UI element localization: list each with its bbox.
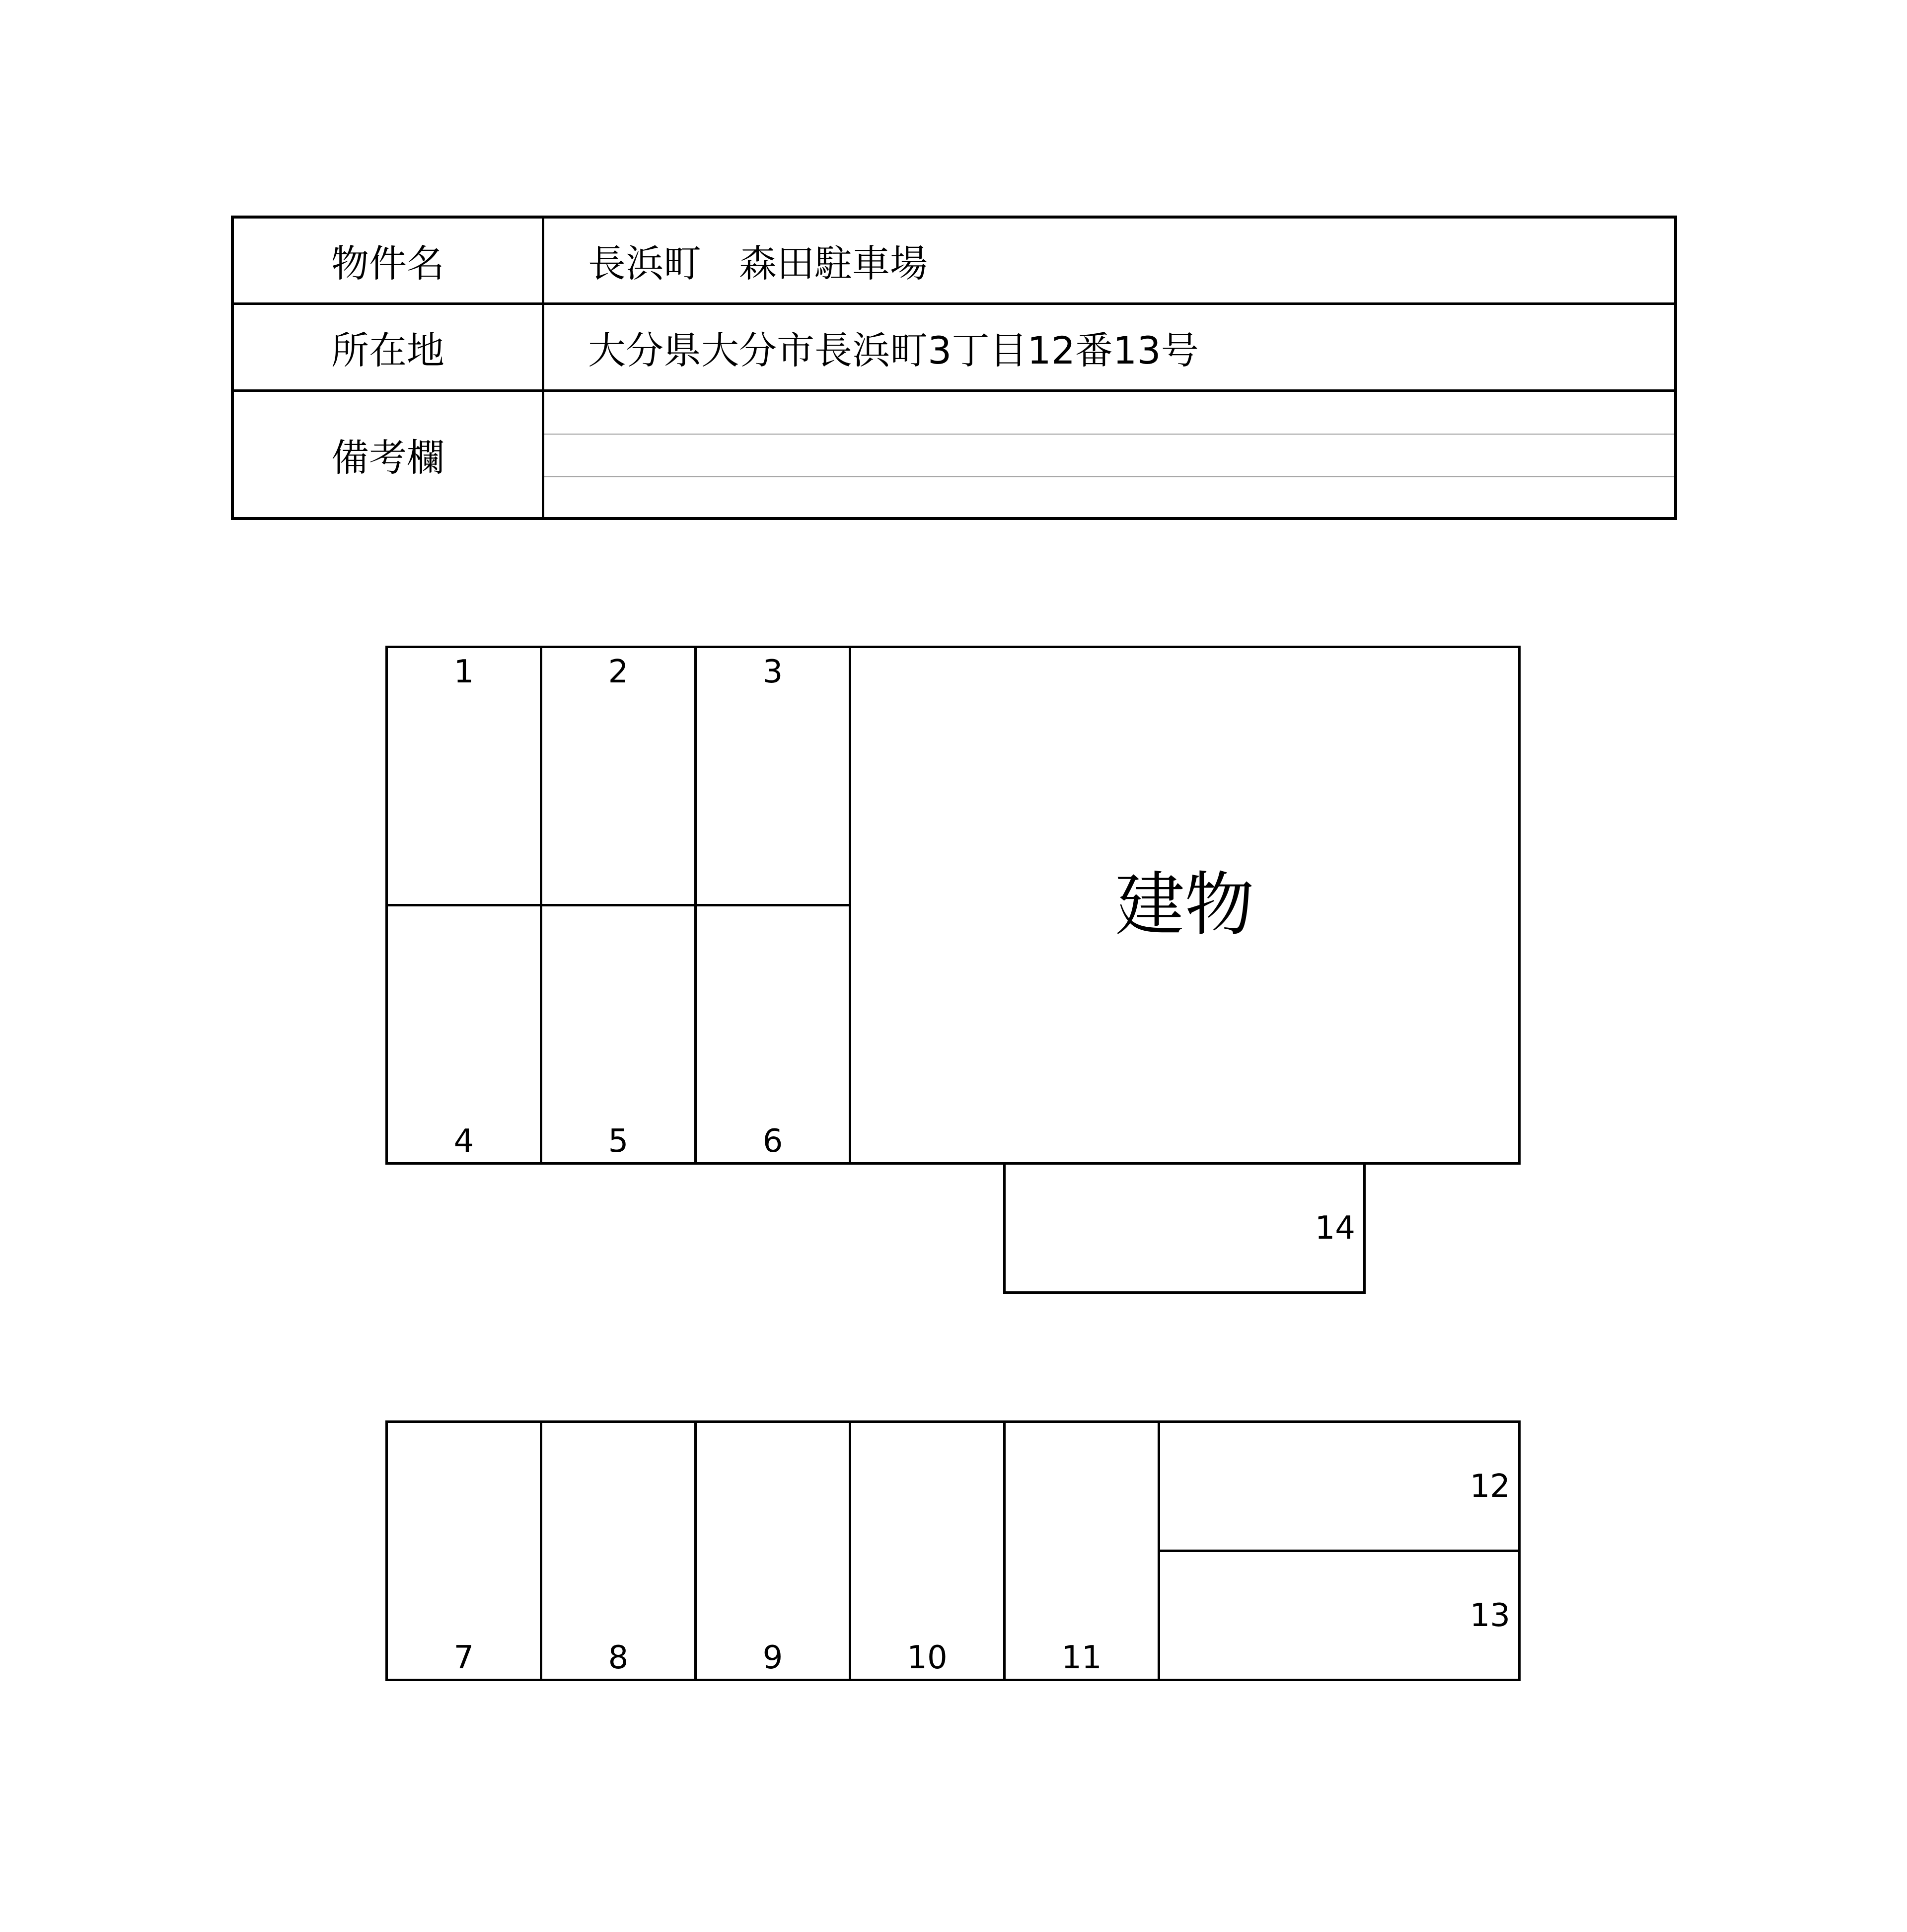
remarks-row	[234, 392, 1674, 517]
remarks-line-3	[544, 477, 1674, 517]
property-name-value: 長浜町 森田駐車場	[588, 241, 928, 286]
parking-space-number: 14	[1315, 1209, 1355, 1247]
remarks-line-1	[544, 392, 1674, 435]
parking-space-number: 12	[1469, 1468, 1510, 1505]
building-label: 建物	[1115, 864, 1254, 946]
parking-space-6	[694, 904, 851, 1165]
parking-space-number: 5	[608, 1123, 629, 1160]
parking-space-14	[1003, 1162, 1366, 1294]
parking-space-1	[385, 646, 542, 906]
parking-space-number: 9	[762, 1639, 783, 1676]
property-name-row	[234, 219, 1674, 305]
parking-space-3	[694, 646, 851, 906]
location-row	[234, 305, 1674, 392]
parking-space-12	[1158, 1420, 1521, 1552]
remarks-line-2	[544, 435, 1674, 477]
parking-space-number: 8	[608, 1639, 629, 1676]
parking-space-5	[540, 904, 697, 1165]
parking-space-number: 1	[453, 654, 474, 690]
location-value: 大分県大分市長浜町3丁目12番13号	[588, 328, 1199, 372]
parking-space-9	[694, 1420, 851, 1681]
building	[849, 646, 1521, 1165]
parking-space-11	[1003, 1420, 1160, 1681]
parking-space-7	[385, 1420, 542, 1681]
remarks-lines	[544, 392, 1674, 517]
remarks-label: 備考欄	[234, 392, 544, 517]
parking-space-4	[385, 904, 542, 1165]
parking-space-8	[540, 1420, 697, 1681]
parking-space-2	[540, 646, 697, 906]
parking-space-10	[849, 1420, 1006, 1681]
parking-space-number: 2	[608, 654, 629, 690]
parking-space-number: 11	[1061, 1639, 1102, 1676]
location-label: 所在地	[234, 305, 544, 389]
parking-space-number: 13	[1469, 1597, 1510, 1634]
parking-space-number: 10	[907, 1639, 948, 1676]
parking-space-13	[1158, 1550, 1521, 1681]
property-name-label: 物件名	[234, 219, 544, 302]
property-info-table	[231, 216, 1677, 520]
parking-space-number: 6	[762, 1123, 783, 1160]
parking-space-number: 4	[453, 1123, 474, 1160]
parking-space-number: 3	[762, 654, 783, 690]
parking-space-number: 7	[453, 1639, 474, 1676]
